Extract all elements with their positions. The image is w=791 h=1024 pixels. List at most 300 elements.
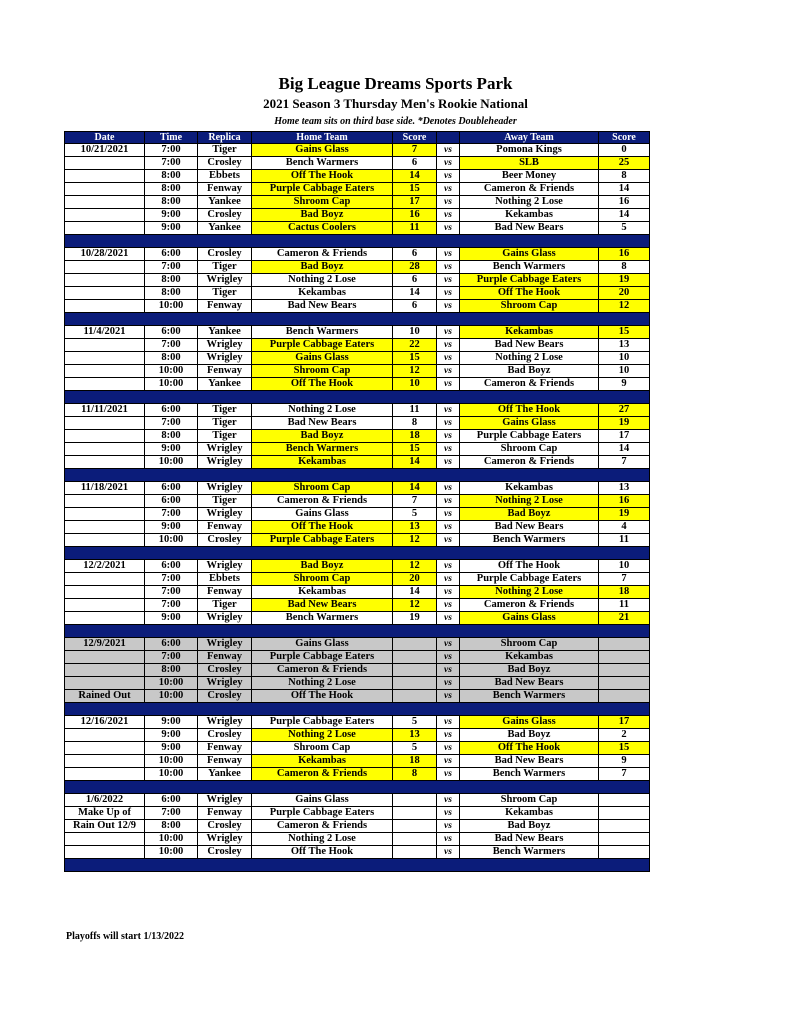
vs-cell: vs <box>437 768 460 781</box>
game-date-cell <box>65 508 145 521</box>
home-team-cell: Bad New Bears <box>252 599 393 612</box>
field-name-cell: Tiger <box>198 404 252 417</box>
home-score-cell: 14 <box>393 482 437 495</box>
game-date-cell <box>65 378 145 391</box>
home-score-cell <box>393 690 437 703</box>
game-date-cell <box>65 677 145 690</box>
game-date-cell <box>65 846 145 859</box>
game-time-cell: 9:00 <box>145 716 198 729</box>
game-row <box>65 768 650 781</box>
week-separator-bar <box>65 313 650 326</box>
vs-cell: vs <box>437 534 460 547</box>
column-header-date: Date <box>65 132 145 144</box>
column-header-home-score: Score <box>393 132 437 144</box>
field-name-cell: Crosley <box>198 690 252 703</box>
away-team-cell: Purple Cabbage Eaters <box>460 430 599 443</box>
game-row <box>65 365 650 378</box>
home-team-cell: Kekambas <box>252 755 393 768</box>
schedule-body <box>65 144 650 872</box>
home-team-cell: Bench Warmers <box>252 443 393 456</box>
away-team-cell: Nothing 2 Lose <box>460 495 599 508</box>
home-team-cell: Off The Hook <box>252 378 393 391</box>
away-score-cell: 13 <box>599 482 650 495</box>
field-name-cell: Wrigley <box>198 274 252 287</box>
home-team-cell: Purple Cabbage Eaters <box>252 339 393 352</box>
game-row <box>65 638 650 651</box>
week-separator-row <box>65 703 650 716</box>
vs-cell: vs <box>437 339 460 352</box>
game-time-cell: 9:00 <box>145 443 198 456</box>
home-team-cell: Cameron & Friends <box>252 248 393 261</box>
away-team-cell: Kekambas <box>460 651 599 664</box>
away-score-cell: 19 <box>599 274 650 287</box>
vs-cell: vs <box>437 820 460 833</box>
field-name-cell: Wrigley <box>198 833 252 846</box>
home-team-cell: Gains Glass <box>252 144 393 157</box>
game-row <box>65 612 650 625</box>
home-team-cell: Shroom Cap <box>252 196 393 209</box>
game-row <box>65 560 650 573</box>
game-time-cell: 10:00 <box>145 456 198 469</box>
away-score-cell: 11 <box>599 534 650 547</box>
game-row <box>65 404 650 417</box>
away-team-cell: Kekambas <box>460 326 599 339</box>
game-row <box>65 183 650 196</box>
vs-cell: vs <box>437 846 460 859</box>
away-team-cell: Kekambas <box>460 807 599 820</box>
vs-cell: vs <box>437 430 460 443</box>
game-date-cell: Rain Out 12/9 <box>65 820 145 833</box>
away-team-cell: Bad New Bears <box>460 339 599 352</box>
away-team-cell: Bad New Bears <box>460 222 599 235</box>
away-score-cell: 25 <box>599 157 650 170</box>
away-score-cell: 9 <box>599 755 650 768</box>
league-subtitle: 2021 Season 3 Thursday Men's Rookie National <box>263 96 528 111</box>
away-score-cell: 14 <box>599 183 650 196</box>
field-name-cell: Tiger <box>198 430 252 443</box>
week-separator-row <box>65 859 650 872</box>
vs-cell: vs <box>437 287 460 300</box>
column-header-away-score: Score <box>599 132 650 144</box>
vs-cell: vs <box>437 326 460 339</box>
vs-cell: vs <box>437 482 460 495</box>
vs-cell: vs <box>437 157 460 170</box>
field-name-cell: Fenway <box>198 807 252 820</box>
home-score-cell: 14 <box>393 287 437 300</box>
away-score-cell: 16 <box>599 196 650 209</box>
field-name-cell: Crosley <box>198 248 252 261</box>
away-team-cell: Bench Warmers <box>460 261 599 274</box>
away-team-cell: Shroom Cap <box>460 443 599 456</box>
game-row <box>65 196 650 209</box>
game-time-cell: 8:00 <box>145 287 198 300</box>
field-name-cell: Wrigley <box>198 612 252 625</box>
field-name-cell: Fenway <box>198 742 252 755</box>
vs-cell: vs <box>437 144 460 157</box>
game-row <box>65 508 650 521</box>
game-row <box>65 261 650 274</box>
away-team-cell: Bad New Bears <box>460 755 599 768</box>
vs-cell: vs <box>437 300 460 313</box>
table-header-row <box>65 132 650 144</box>
vs-cell: vs <box>437 573 460 586</box>
away-team-cell: Shroom Cap <box>460 300 599 313</box>
home-team-cell: Off The Hook <box>252 521 393 534</box>
game-time-cell: 10:00 <box>145 365 198 378</box>
home-score-cell <box>393 807 437 820</box>
vs-cell: vs <box>437 378 460 391</box>
game-date-cell <box>65 170 145 183</box>
vs-cell: vs <box>437 508 460 521</box>
game-time-cell: 7:00 <box>145 417 198 430</box>
field-name-cell: Fenway <box>198 651 252 664</box>
game-date-cell <box>65 443 145 456</box>
home-team-cell: Bad Boyz <box>252 209 393 222</box>
home-team-cell: Purple Cabbage Eaters <box>252 651 393 664</box>
home-team-cell: Nothing 2 Lose <box>252 677 393 690</box>
away-team-cell: Kekambas <box>460 209 599 222</box>
field-name-cell: Crosley <box>198 846 252 859</box>
field-name-cell: Fenway <box>198 365 252 378</box>
away-team-cell: Kekambas <box>460 482 599 495</box>
vs-cell: vs <box>437 664 460 677</box>
away-score-cell <box>599 846 650 859</box>
home-team-cell: Shroom Cap <box>252 742 393 755</box>
home-team-cell: Nothing 2 Lose <box>252 404 393 417</box>
home-team-cell: Kekambas <box>252 456 393 469</box>
game-date-cell <box>65 222 145 235</box>
home-score-cell: 6 <box>393 157 437 170</box>
vs-cell: vs <box>437 404 460 417</box>
game-row <box>65 209 650 222</box>
game-row <box>65 690 650 703</box>
field-name-cell: Crosley <box>198 820 252 833</box>
game-date-cell: 11/4/2021 <box>65 326 145 339</box>
home-team-cell: Gains Glass <box>252 352 393 365</box>
home-score-cell: 6 <box>393 274 437 287</box>
game-row <box>65 716 650 729</box>
home-score-cell <box>393 677 437 690</box>
game-date-cell: 10/21/2021 <box>65 144 145 157</box>
game-row <box>65 157 650 170</box>
away-score-cell: 20 <box>599 287 650 300</box>
away-team-cell: Gains Glass <box>460 716 599 729</box>
home-score-cell <box>393 846 437 859</box>
field-name-cell: Tiger <box>198 261 252 274</box>
game-time-cell: 7:00 <box>145 651 198 664</box>
away-team-cell: Bad Boyz <box>460 508 599 521</box>
game-date-cell <box>65 183 145 196</box>
away-score-cell <box>599 807 650 820</box>
game-time-cell: 7:00 <box>145 144 198 157</box>
vs-cell: vs <box>437 443 460 456</box>
game-row <box>65 833 650 846</box>
game-row <box>65 248 650 261</box>
vs-cell: vs <box>437 651 460 664</box>
home-team-cell: Bad Boyz <box>252 261 393 274</box>
game-time-cell: 8:00 <box>145 820 198 833</box>
home-team-cell: Gains Glass <box>252 508 393 521</box>
home-team-cell: Nothing 2 Lose <box>252 833 393 846</box>
away-score-cell <box>599 651 650 664</box>
away-team-cell: Nothing 2 Lose <box>460 196 599 209</box>
home-score-cell: 6 <box>393 248 437 261</box>
week-separator-row <box>65 781 650 794</box>
column-header-away-team: Away Team <box>460 132 599 144</box>
game-time-cell: 7:00 <box>145 261 198 274</box>
home-team-cell: Bad New Bears <box>252 300 393 313</box>
away-team-cell: Shroom Cap <box>460 638 599 651</box>
column-header-replica: Replica <box>198 132 252 144</box>
home-score-cell: 10 <box>393 378 437 391</box>
game-date-cell <box>65 599 145 612</box>
field-name-cell: Fenway <box>198 300 252 313</box>
game-time-cell: 10:00 <box>145 846 198 859</box>
game-date-cell: 11/18/2021 <box>65 482 145 495</box>
game-row <box>65 664 650 677</box>
week-separator-bar <box>65 469 650 482</box>
game-date-cell <box>65 521 145 534</box>
home-score-cell <box>393 820 437 833</box>
game-time-cell: 6:00 <box>145 495 198 508</box>
game-time-cell: 9:00 <box>145 521 198 534</box>
home-team-cell: Cameron & Friends <box>252 664 393 677</box>
away-score-cell <box>599 638 650 651</box>
away-score-cell: 11 <box>599 599 650 612</box>
game-row <box>65 287 650 300</box>
away-team-cell: Bad New Bears <box>460 833 599 846</box>
home-score-cell: 18 <box>393 755 437 768</box>
game-row <box>65 352 650 365</box>
away-score-cell: 7 <box>599 456 650 469</box>
game-date-cell <box>65 209 145 222</box>
field-name-cell: Yankee <box>198 326 252 339</box>
away-score-cell: 19 <box>599 417 650 430</box>
home-team-cell: Shroom Cap <box>252 482 393 495</box>
game-time-cell: 7:00 <box>145 508 198 521</box>
away-team-cell: Gains Glass <box>460 612 599 625</box>
away-score-cell <box>599 690 650 703</box>
game-time-cell: 7:00 <box>145 586 198 599</box>
game-row <box>65 807 650 820</box>
game-date-cell <box>65 352 145 365</box>
field-name-cell: Crosley <box>198 664 252 677</box>
vs-cell: vs <box>437 196 460 209</box>
field-name-cell: Wrigley <box>198 456 252 469</box>
game-date-cell: 12/9/2021 <box>65 638 145 651</box>
column-header-home-team: Home Team <box>252 132 393 144</box>
game-date-cell <box>65 430 145 443</box>
game-date-cell <box>65 768 145 781</box>
game-row <box>65 521 650 534</box>
week-separator-row <box>65 235 650 248</box>
away-team-cell: Purple Cabbage Eaters <box>460 573 599 586</box>
game-row <box>65 222 650 235</box>
game-time-cell: 9:00 <box>145 209 198 222</box>
game-row <box>65 820 650 833</box>
home-score-cell <box>393 638 437 651</box>
field-name-cell: Tiger <box>198 599 252 612</box>
game-row <box>65 677 650 690</box>
away-score-cell: 8 <box>599 261 650 274</box>
game-row <box>65 651 650 664</box>
away-score-cell <box>599 820 650 833</box>
week-separator-bar <box>65 781 650 794</box>
away-team-cell: Cameron & Friends <box>460 599 599 612</box>
column-header-time: Time <box>145 132 198 144</box>
away-team-cell: Bench Warmers <box>460 690 599 703</box>
game-time-cell: 6:00 <box>145 326 198 339</box>
home-team-cell: Nothing 2 Lose <box>252 274 393 287</box>
home-score-cell: 5 <box>393 508 437 521</box>
away-score-cell: 14 <box>599 443 650 456</box>
home-team-cell: Gains Glass <box>252 638 393 651</box>
home-team-cell: Off The Hook <box>252 170 393 183</box>
away-team-cell: Off The Hook <box>460 560 599 573</box>
away-score-cell: 13 <box>599 339 650 352</box>
home-score-cell <box>393 794 437 807</box>
game-time-cell: 8:00 <box>145 196 198 209</box>
away-score-cell: 10 <box>599 352 650 365</box>
vs-cell: vs <box>437 521 460 534</box>
game-time-cell: 6:00 <box>145 794 198 807</box>
away-score-cell: 16 <box>599 495 650 508</box>
game-time-cell: 10:00 <box>145 300 198 313</box>
game-time-cell: 8:00 <box>145 430 198 443</box>
home-score-cell: 20 <box>393 573 437 586</box>
field-name-cell: Ebbets <box>198 573 252 586</box>
vs-cell: vs <box>437 456 460 469</box>
away-score-cell: 17 <box>599 430 650 443</box>
field-name-cell: Fenway <box>198 586 252 599</box>
week-separator-row <box>65 469 650 482</box>
home-team-cell: Off The Hook <box>252 690 393 703</box>
home-score-cell: 14 <box>393 170 437 183</box>
home-score-cell: 15 <box>393 183 437 196</box>
away-score-cell: 15 <box>599 326 650 339</box>
field-name-cell: Wrigley <box>198 482 252 495</box>
vs-cell: vs <box>437 560 460 573</box>
game-row <box>65 742 650 755</box>
away-score-cell <box>599 833 650 846</box>
game-time-cell: 8:00 <box>145 664 198 677</box>
vs-cell: vs <box>437 833 460 846</box>
game-date-cell <box>65 612 145 625</box>
home-team-cell: Cameron & Friends <box>252 820 393 833</box>
field-name-cell: Crosley <box>198 729 252 742</box>
away-score-cell <box>599 664 650 677</box>
vs-cell: vs <box>437 274 460 287</box>
week-separator-bar <box>65 547 650 560</box>
home-score-cell: 5 <box>393 716 437 729</box>
field-name-cell: Fenway <box>198 183 252 196</box>
game-date-cell <box>65 651 145 664</box>
game-time-cell: 6:00 <box>145 248 198 261</box>
field-name-cell: Wrigley <box>198 716 252 729</box>
game-date-cell <box>65 742 145 755</box>
week-separator-bar <box>65 703 650 716</box>
away-team-cell: Pomona Kings <box>460 144 599 157</box>
game-time-cell: 6:00 <box>145 404 198 417</box>
week-separator-row <box>65 625 650 638</box>
home-score-cell: 6 <box>393 300 437 313</box>
game-date-cell: 12/2/2021 <box>65 560 145 573</box>
game-row <box>65 339 650 352</box>
game-time-cell: 7:00 <box>145 157 198 170</box>
game-time-cell: 10:00 <box>145 755 198 768</box>
game-row <box>65 378 650 391</box>
page-title: Big League Dreams Sports Park <box>278 74 513 93</box>
away-team-cell: Off The Hook <box>460 404 599 417</box>
vs-cell: vs <box>437 794 460 807</box>
week-separator-bar <box>65 391 650 404</box>
game-date-cell <box>65 287 145 300</box>
game-time-cell: 7:00 <box>145 807 198 820</box>
home-score-cell: 7 <box>393 495 437 508</box>
home-score-cell: 5 <box>393 742 437 755</box>
field-name-cell: Crosley <box>198 209 252 222</box>
away-team-cell: Bad New Bears <box>460 677 599 690</box>
field-name-cell: Wrigley <box>198 339 252 352</box>
field-name-cell: Wrigley <box>198 443 252 456</box>
game-date-cell <box>65 274 145 287</box>
vs-cell: vs <box>437 170 460 183</box>
week-separator-bar <box>65 235 650 248</box>
home-team-cell: Bench Warmers <box>252 157 393 170</box>
game-date-cell <box>65 339 145 352</box>
game-date-cell: 10/28/2021 <box>65 248 145 261</box>
away-score-cell <box>599 794 650 807</box>
field-name-cell: Tiger <box>198 287 252 300</box>
home-team-cell: Kekambas <box>252 586 393 599</box>
field-name-cell: Crosley <box>198 157 252 170</box>
home-score-cell: 28 <box>393 261 437 274</box>
game-row <box>65 326 650 339</box>
away-team-cell: SLB <box>460 157 599 170</box>
vs-cell: vs <box>437 586 460 599</box>
vs-cell: vs <box>437 495 460 508</box>
game-time-cell: 10:00 <box>145 534 198 547</box>
week-separator-row <box>65 547 650 560</box>
vs-cell: vs <box>437 742 460 755</box>
home-team-note: Home team sits on third base side. *Denotes Doubleheader <box>274 116 517 127</box>
home-team-cell: Shroom Cap <box>252 365 393 378</box>
field-name-cell: Tiger <box>198 495 252 508</box>
away-team-cell: Bench Warmers <box>460 768 599 781</box>
game-date-cell: 1/6/2022 <box>65 794 145 807</box>
vs-cell: vs <box>437 209 460 222</box>
game-date-cell: Make Up of <box>65 807 145 820</box>
home-team-cell: Kekambas <box>252 287 393 300</box>
away-score-cell: 19 <box>599 508 650 521</box>
field-name-cell: Wrigley <box>198 794 252 807</box>
game-time-cell: 9:00 <box>145 742 198 755</box>
home-score-cell: 12 <box>393 365 437 378</box>
home-score-cell: 12 <box>393 599 437 612</box>
away-score-cell: 2 <box>599 729 650 742</box>
home-team-cell: Cameron & Friends <box>252 495 393 508</box>
game-time-cell: 7:00 <box>145 573 198 586</box>
home-team-cell: Bench Warmers <box>252 612 393 625</box>
game-time-cell: 9:00 <box>145 222 198 235</box>
vs-cell: vs <box>437 352 460 365</box>
game-date-cell <box>65 365 145 378</box>
home-team-cell: Bad Boyz <box>252 560 393 573</box>
field-name-cell: Crosley <box>198 534 252 547</box>
game-row <box>65 274 650 287</box>
home-team-cell: Purple Cabbage Eaters <box>252 534 393 547</box>
field-name-cell: Wrigley <box>198 508 252 521</box>
